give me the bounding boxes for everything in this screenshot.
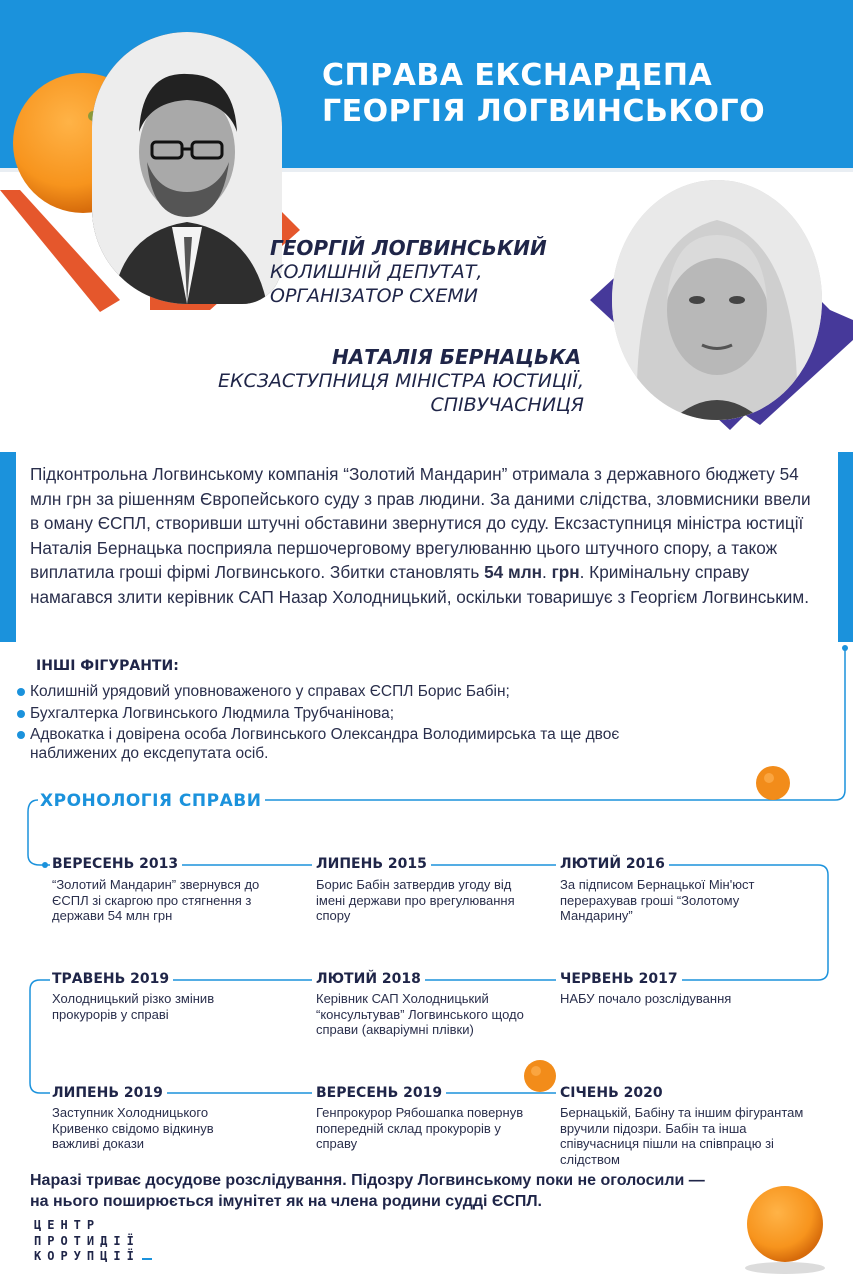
page-title — [322, 58, 765, 130]
event-date: ЛЮТИЙ 2016 — [560, 856, 669, 872]
intro-currency: грн — [551, 562, 580, 582]
bullet-dot — [17, 688, 25, 696]
intro-text: Підконтрольна Логвинському компанія “Золотий Мандарин” отримала з державного бюджету 54 млн грн за рішенням Європейського суду з прав людини. За даними слідства, зловмисники ввели в оману ЄСПЛ, створивши штучні обставини звернутися до суду. Ексзаступниця міністра юстиції Наталія Бернацька посприяла першочерговому врегулюванню цього штучного спору, а також виплатила гроші фірмі Логвинського. Збитки становлять — [30, 464, 811, 582]
person-role-logvynskyi — [270, 260, 482, 308]
intro-accent-left — [0, 452, 16, 642]
bullet-dot — [17, 710, 25, 718]
intro-accent-right — [838, 452, 853, 642]
role-line: КОЛИШНІЙ ДЕПУТАТ, — [270, 261, 483, 283]
event-text: Холодницький різко змінив прокурорів у справі — [52, 991, 215, 1022]
logo-underline — [142, 1258, 152, 1260]
event-date: ТРАВЕНЬ 2019 — [52, 971, 173, 987]
event-text: НАБУ почало розслідування — [560, 991, 732, 1006]
event-text: Заступник Холодницького Кривенко свідомо відкинув важливі докази — [52, 1105, 214, 1151]
others-item: Колишній урядовий уповноваженого у справах ЄСПЛ Борис Бабін; — [30, 683, 510, 700]
small-orange-icon — [754, 764, 792, 802]
footer-note-line: Наразі триває досудове розслідування. Підозру Логвинському поки не оголосили — — [30, 1172, 705, 1189]
logo-center-anticorruption — [34, 1218, 152, 1265]
event-date: СІЧЕНЬ 2020 — [560, 1085, 667, 1101]
event-date: ЛИПЕНЬ 2019 — [52, 1085, 167, 1101]
intro-text: . Кримінальну справу намагався злити керівник САП Назар Холодницький, оскільки товаришує з Георгієм Логвинським. — [30, 562, 809, 607]
person-name-bernatska: НАТАЛІЯ БЕРНАЦЬКА — [332, 345, 582, 369]
event-date: ЛЮТИЙ 2018 — [316, 971, 425, 987]
large-orange-icon — [740, 1176, 830, 1276]
man-portrait-icon — [92, 32, 282, 304]
event-text: За підписом Бернацької Мін'юст перерахував гроші “Золотому Мандарину” — [560, 877, 755, 923]
person-role-bernatska — [182, 369, 584, 417]
footer-note — [30, 1170, 705, 1212]
bullet-dot — [17, 731, 25, 739]
person-name-logvynskyi: ГЕОРГІЙ ЛОГВИНСЬКИЙ — [270, 236, 547, 260]
others-item: Бухгалтерка Логвинського Людмила Трубчанінова; — [30, 705, 395, 722]
intro-amount: 54 млн — [484, 562, 543, 582]
portrait-bernatska — [612, 180, 822, 420]
role-line: ОРГАНІЗАТОР СХЕМИ — [270, 285, 479, 307]
event-text: Бернацькій, Бабіну та іншим фігурантам вручили підозри. Бабін та інша співучасниця пішли на співпрацю зі слідством — [560, 1105, 804, 1167]
title-line-2: ГЕОРГІЯ ЛОГВИНСЬКОГО — [322, 94, 766, 129]
event-date: ЛИПЕНЬ 2015 — [316, 856, 431, 872]
role-line: ЕКСЗАСТУПНИЦЯ МІНІСТРА ЮСТИЦІЇ, — [217, 370, 584, 392]
intro-separator: . — [542, 562, 552, 582]
others-item: Адвокатка і довірена особа Логвинського Олександра Володимирська та ще двоє наближених до ексдепутата осіб. — [30, 726, 620, 762]
role-line: СПІВУЧАСНИЦЯ — [430, 394, 584, 416]
logo-line — [34, 1249, 152, 1265]
event-date: ВЕРЕСЕНЬ 2013 — [52, 856, 182, 872]
logo-line: ПРОТИДІЇ — [34, 1233, 140, 1248]
event-date: ЧЕРВЕНЬ 2017 — [560, 971, 682, 987]
others-title: ІНШІ ФІГУРАНТИ: — [36, 658, 179, 674]
event-text: Керівник САП Холодницький “консультував” Логвинського щодо справи (акваріумні плівки) — [316, 991, 524, 1037]
footer-note-line: на нього поширюється імунітет як на члена родини судді ЄСПЛ. — [30, 1193, 542, 1210]
event-date: ВЕРЕСЕНЬ 2019 — [316, 1085, 446, 1101]
portrait-logvynskyi — [92, 32, 282, 304]
event-text: Борис Бабін затвердив угоду від імені держави про врегулювання спору — [316, 877, 515, 923]
event-text: “Золотий Мандарин” звернувся до ЄСПЛ зі скаргою про стягнення з держави 54 млн грн — [52, 877, 260, 923]
chronology-title: ХРОНОЛОГІЯ СПРАВИ — [38, 791, 265, 811]
intro-paragraph — [30, 462, 820, 609]
title-line-1: СПРАВА ЕКСНАРДЕПА — [322, 58, 713, 93]
small-orange-icon — [522, 1058, 558, 1094]
logo-line: ЦЕНТР — [34, 1218, 101, 1232]
woman-portrait-icon — [612, 180, 822, 420]
event-text: Генпрокурор Рябошапка повернув попередній склад прокурорів у справу — [316, 1105, 524, 1151]
logo-line-text: КОРУПЦІЇ — [34, 1249, 140, 1263]
